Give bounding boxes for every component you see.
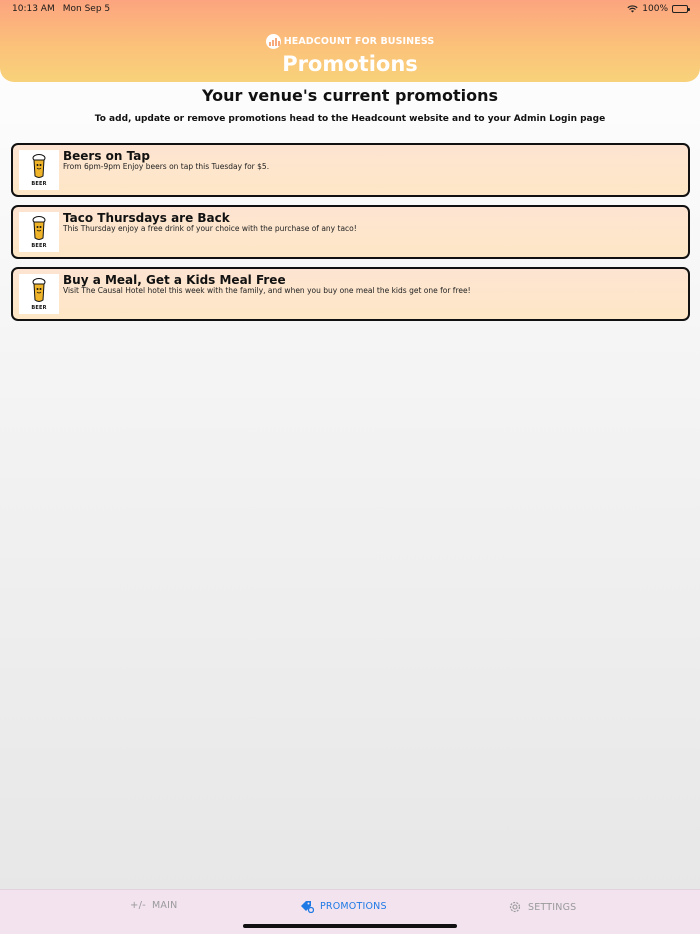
tab-label: PROMOTIONS <box>320 901 387 912</box>
promotion-image <box>19 150 59 190</box>
header-bar <box>0 0 700 82</box>
promotion-description: From 6pm-9pm Enjoy beers on tap this Tuesday for $5. <box>63 162 270 171</box>
brand <box>0 34 700 49</box>
battery-percent: 100% <box>642 4 668 14</box>
promotions-list <box>11 143 690 329</box>
status-date: Mon Sep 5 <box>62 4 111 14</box>
headcount-logo-icon <box>266 34 281 49</box>
promotion-description: Visit The Causal Hotel hotel this week with the family, and when you buy one meal the kids get one for free! <box>63 286 471 295</box>
status-time: 10:13 AM <box>12 4 55 14</box>
gear-icon <box>508 900 522 914</box>
tab-settings[interactable] <box>508 900 576 914</box>
promotion-card[interactable] <box>11 205 690 259</box>
promotions-heading: Your venue's current promotions <box>201 86 499 105</box>
beer-glass-icon <box>31 216 47 242</box>
wifi-icon <box>627 5 638 13</box>
tab-label: SETTINGS <box>528 901 577 913</box>
promotion-card[interactable] <box>11 267 690 321</box>
battery-icon <box>672 5 688 13</box>
promotion-title: Taco Thursdays are Back <box>63 211 230 225</box>
promotions-icon <box>300 900 314 913</box>
promotion-image-label: BEER <box>31 242 47 249</box>
beer-glass-icon <box>31 278 47 304</box>
promotions-instruction: To add, update or remove promotions head to the Headcount website and to your Admin Login page <box>94 114 606 124</box>
tab-label: MAIN <box>151 900 178 911</box>
page-title: Promotions <box>282 52 418 76</box>
promotion-card[interactable] <box>11 143 690 197</box>
promotion-image <box>19 212 59 252</box>
plus-minus-icon: +/- <box>130 900 146 911</box>
beer-glass-icon <box>31 154 47 180</box>
tab-promotions[interactable] <box>300 900 387 913</box>
promotion-image <box>19 274 59 314</box>
promotion-description: This Thursday enjoy a free drink of your choice with the purchase of any taco! <box>63 224 357 233</box>
brand-name: HEADCOUNT FOR BUSINESS <box>283 36 435 47</box>
promotion-image-label: BEER <box>31 304 47 311</box>
home-indicator <box>243 924 457 928</box>
promotion-title: Buy a Meal, Get a Kids Meal Free <box>63 273 286 287</box>
promotion-title: Beers on Tap <box>63 149 150 163</box>
promotion-image-label: BEER <box>31 180 47 187</box>
status-bar <box>12 3 688 15</box>
tab-main[interactable] <box>130 900 177 911</box>
